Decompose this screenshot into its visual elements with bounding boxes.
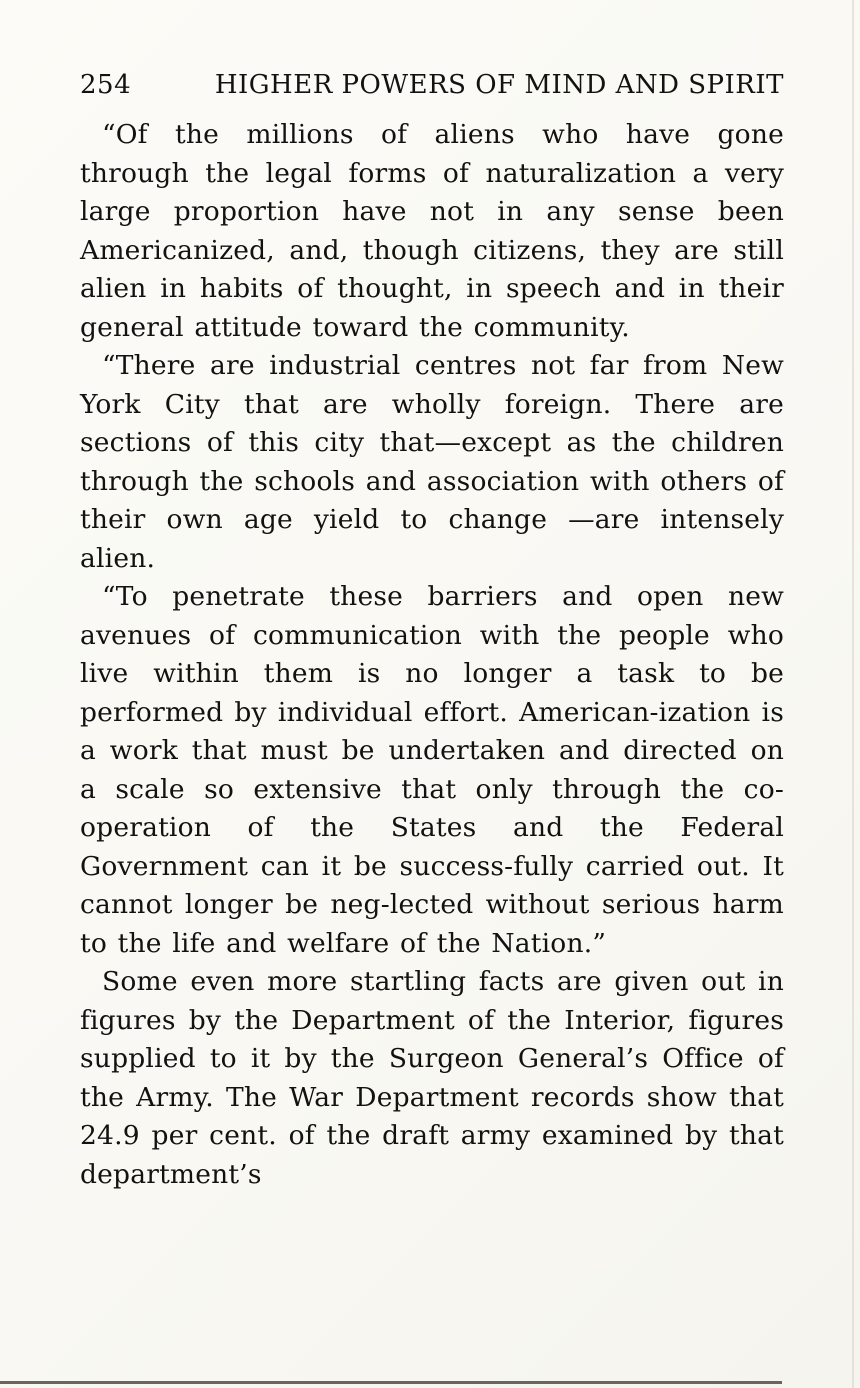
running-head [80,70,784,100]
paragraph: “There are industrial centres not far from New York City that are wholly foreign. There are sections of this city that—except as the children through the schools and association with others of their own age yield to change —are intensely alien. [80,350,784,574]
chapter-title: HIGHER POWERS OF MIND AND SPIRIT [214,70,784,100]
paragraph: “Of the millions of aliens who have gone through the legal forms of naturalization a very large proportion have not in any sense been Americanized, and, though citizens, they are still alien in habits of thought, in speech and in their general attitude toward the community. [80,119,784,343]
paragraph: Some even more startling facts are given out in figures by the Department of the Interior, figures supplied to it by the Surgeon General’s Office of the Army. The War Department records show that 24.9 per cent. of the draft army examined by that department’s [80,966,784,1190]
body-text [80,116,784,1194]
paragraph: “To penetrate these barriers and open new avenues of communication with the people who live within them is no longer a task to be performed by individual effort. American-ization is a work that must be undertaken and directed on a scale so extensive that only through the co-operation of the States and the Federal Government can it be success-fully carried out. It cannot longer be neg-lected without serious harm to the life and welfare of the Nation.” [80,581,784,959]
page-bottom-edge [0,1381,782,1384]
page-right-edge [852,0,854,1388]
page-content [80,70,784,1194]
page-number: 254 [80,70,132,100]
